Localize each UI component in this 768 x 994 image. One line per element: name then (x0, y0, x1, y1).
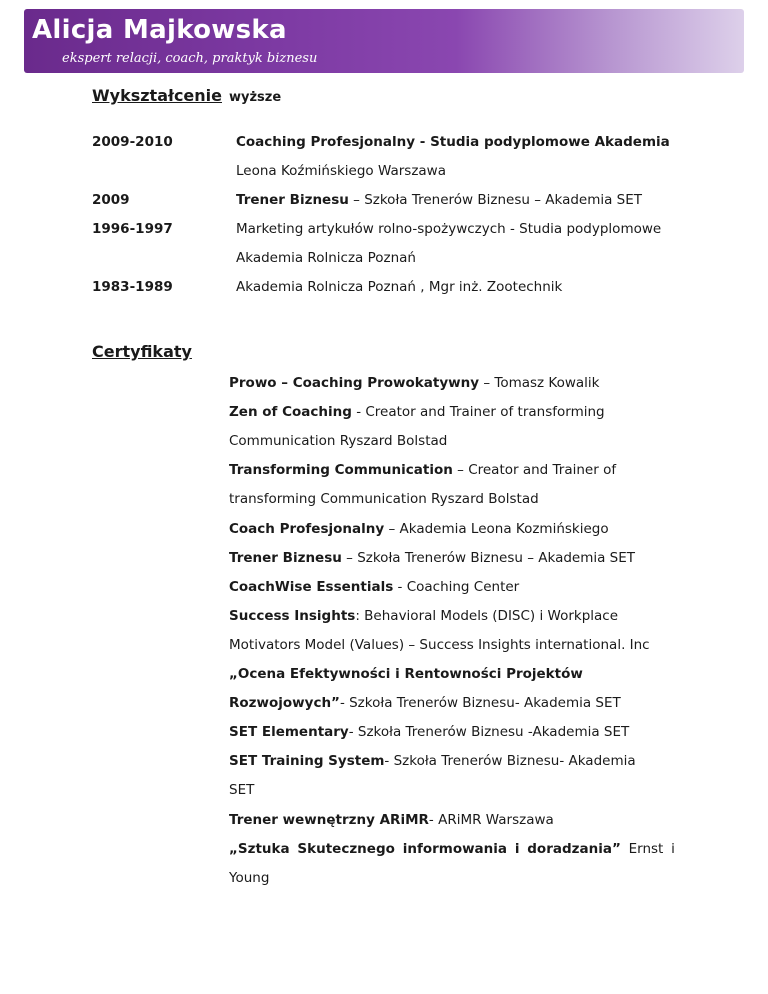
certificate-line (229, 841, 675, 857)
education-entry-line: Akademia Rolnicza Poznań , Mgr inż. Zootechnik (236, 279, 563, 295)
certificate-line (229, 521, 609, 537)
certificate-word: i (514, 841, 520, 857)
author-tagline: ekspert relacji, coach, praktyk biznesu (62, 51, 318, 66)
certificate-issuer: - Szkoła Trenerów Biznesu -Akademia SET (348, 724, 630, 740)
certificate-name: Coach Profesjonalny (229, 521, 385, 537)
certificate-line (229, 433, 447, 449)
certificate-name: SET Elementary (229, 724, 349, 740)
certificate-issuer: – Creator and Trainer of (452, 462, 617, 478)
certificate-name: CoachWise Essentials (229, 579, 394, 595)
certificate-word: Skutecznego (297, 841, 395, 857)
certificate-issuer: Young (229, 870, 270, 886)
education-entry-bold: Trener Biznesu (236, 192, 349, 208)
certificate-issuer: Communication Ryszard Bolstad (229, 433, 448, 449)
certificate-line (229, 695, 621, 711)
certificate-issuer: – Szkoła Trenerów Biznesu – Akademia SET (341, 550, 636, 566)
certificate-line (229, 550, 635, 566)
certificate-line (229, 462, 616, 478)
certificate-line (229, 637, 650, 653)
certificate-line (229, 812, 554, 828)
certificate-line (229, 608, 618, 624)
certificate-line (229, 491, 539, 507)
certificate-line (229, 375, 599, 391)
certificate-issuer: - Szkoła Trenerów Biznesu- Akademia (384, 753, 636, 769)
certificate-line (229, 404, 605, 420)
header-banner (24, 9, 744, 73)
certificate-word: informowania (402, 841, 508, 857)
certificate-line (229, 870, 269, 886)
certificate-name: Prowo – Coaching Prowokatywny (229, 375, 480, 391)
education-year: 2009 (92, 192, 130, 208)
education-year: 1983-1989 (92, 279, 173, 295)
certificate-issuer: - Creator and Trainer of transforming (351, 404, 605, 420)
education-entry-line: Akademia Rolnicza Poznań (236, 250, 416, 266)
certificates-title: Certyfikaty (92, 342, 192, 361)
certificate-issuer: - ARiMR Warszawa (428, 812, 554, 828)
certificate-word: i (671, 841, 675, 857)
education-title: Wykształcenie (92, 86, 222, 105)
certificate-issuer: – Akademia Leona Kozmińskiego (384, 521, 609, 537)
certificate-word: Ernst (628, 841, 664, 857)
certificate-line (229, 724, 629, 740)
certificate-line (229, 753, 636, 769)
certificate-word: „Sztuka (229, 841, 290, 857)
certificate-name: Success Insights (229, 608, 356, 624)
certificate-issuer: : Behavioral Models (DISC) i Workplace (355, 608, 619, 624)
certificate-name: Trener Biznesu (229, 550, 342, 566)
education-entry-line: Leona Koźmińskiego Warszawa (236, 163, 446, 179)
education-entry-line: Marketing artykułów rolno-spożywczych - Studia podyplomowe (236, 221, 662, 237)
certificate-line (229, 666, 583, 682)
education-entry-rest: – Szkoła Trenerów Biznesu – Akademia SET (348, 192, 643, 208)
education-year: 1996-1997 (92, 221, 173, 237)
certificate-name: „Ocena Efektywności i Rentowności Projektów (229, 666, 583, 682)
certificate-line (229, 782, 254, 798)
education-level: wyższe (229, 90, 282, 105)
certificate-issuer: – Tomasz Kowalik (479, 375, 600, 391)
certificate-name: Trener wewnętrzny ARiMR (229, 812, 429, 828)
certificate-issuer: transforming Communication Ryszard Bolstad (229, 491, 539, 507)
certificate-name: Zen of Coaching (229, 404, 352, 420)
certificate-issuer: Motivators Model (Values) – Success Insights international. Inc (229, 637, 650, 653)
certificate-line (229, 579, 519, 595)
education-entry-line: Coaching Profesjonalny - Studia podyplomowe Akademia (236, 134, 670, 150)
education-year: 2009-2010 (92, 134, 173, 150)
certificate-name: SET Training System (229, 753, 385, 769)
certificate-word: doradzania” (527, 841, 621, 857)
certificate-issuer: - Szkoła Trenerów Biznesu- Akademia SET (339, 695, 621, 711)
certificate-name: Rozwojowych” (229, 695, 340, 711)
certificate-issuer: - Coaching Center (393, 579, 520, 595)
certificate-name: Transforming Communication (229, 462, 453, 478)
education-entry-line (236, 192, 642, 208)
author-name: Alicja Majkowska (32, 15, 287, 45)
certificate-issuer: SET (229, 782, 255, 798)
